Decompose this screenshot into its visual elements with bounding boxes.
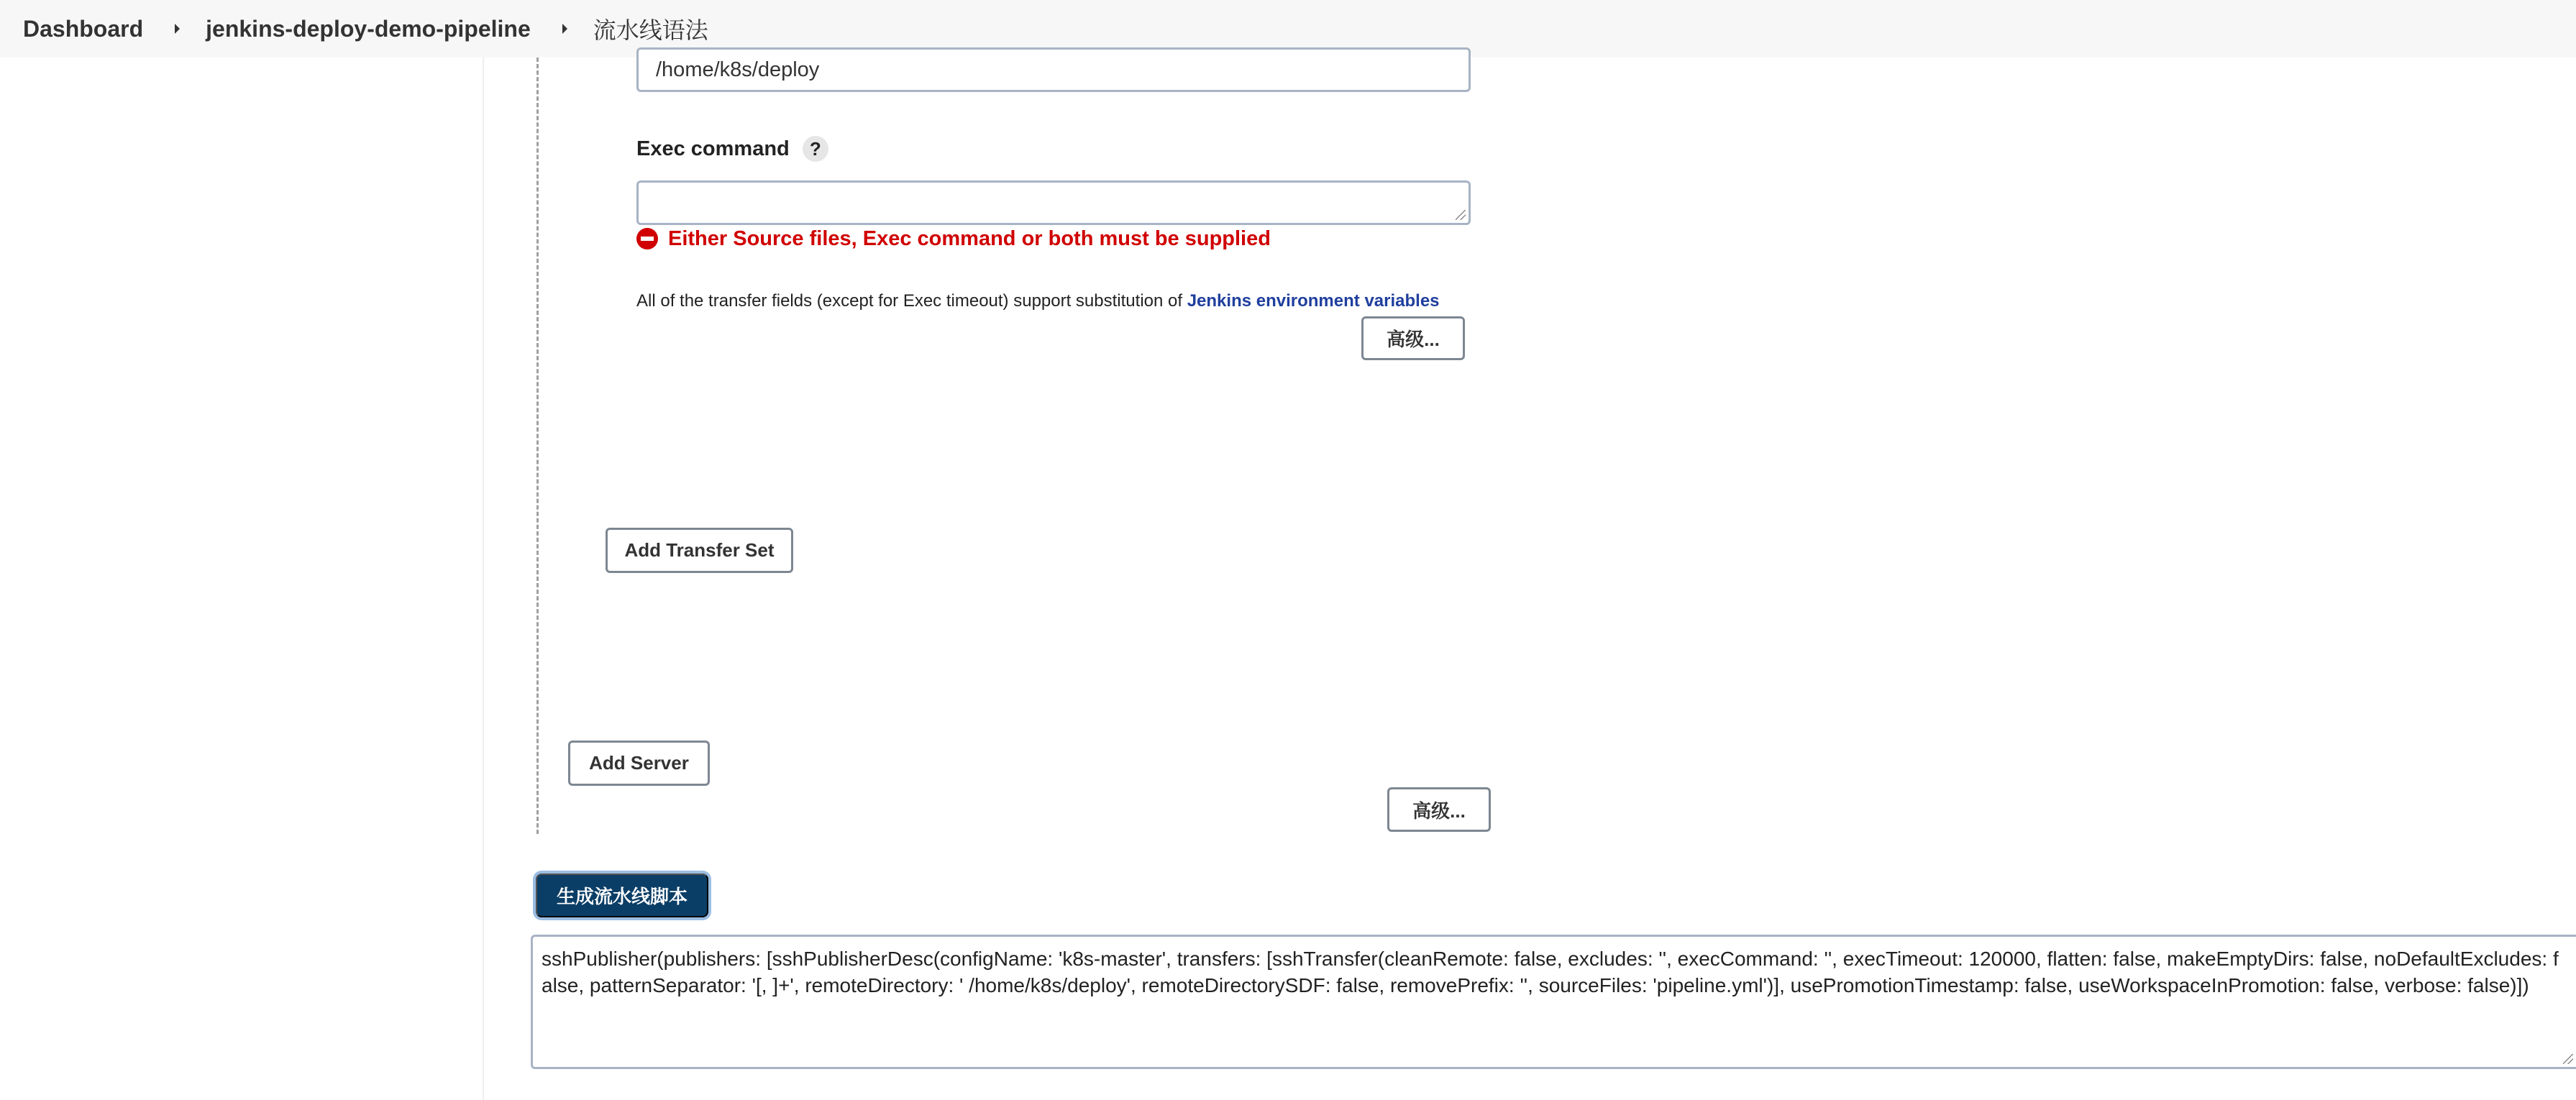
resize-grip-icon[interactable]	[1456, 210, 1466, 220]
env-vars-note-text: All of the transfer fields (except for Exec timeout) support substitution of	[636, 291, 1187, 311]
exec-command-label	[636, 134, 828, 163]
advanced-button-server[interactable]: 高级...	[1387, 787, 1491, 832]
chevron-right-icon[interactable]	[562, 24, 567, 34]
breadcrumb-pipeline-syntax[interactable]: 流水线语法	[593, 17, 708, 43]
breadcrumb-dashboard[interactable]: Dashboard	[23, 15, 144, 42]
exec-command-label-text: Exec command	[636, 137, 790, 160]
exec-command-textarea[interactable]	[636, 180, 1471, 225]
env-vars-note	[636, 291, 1440, 311]
chevron-right-icon[interactable]	[175, 24, 180, 34]
remote-directory-input[interactable]	[636, 47, 1471, 92]
resize-grip-icon[interactable]	[2563, 1054, 2573, 1064]
advanced-button[interactable]: 高级...	[1361, 316, 1465, 360]
error-icon	[636, 228, 658, 249]
validation-error	[636, 224, 1271, 253]
add-transfer-set-button[interactable]: Add Transfer Set	[606, 528, 793, 573]
jenkins-env-vars-link[interactable]: Jenkins environment variables	[1187, 291, 1440, 311]
help-icon[interactable]: ?	[803, 136, 828, 162]
add-server-button[interactable]: Add Server	[568, 741, 710, 786]
generate-pipeline-script-button[interactable]: 生成流水线脚本	[536, 874, 708, 917]
breadcrumb-job[interactable]: jenkins-deploy-demo-pipeline	[206, 15, 531, 42]
error-message: Either Source files, Exec command or both must be supplied	[668, 226, 1271, 250]
generated-script-output[interactable]	[531, 935, 2576, 1069]
section-dashed-border	[536, 58, 539, 834]
generated-script-text: sshPublisher(publishers: [sshPublisherDesc(configName: 'k8s-master', transfers: [sshTransfer(cleanRemote: false, excludes: '', execCommand: '', execTimeout: 120000, flatten: false, makeEmptyDirs: false, noDefaultExcludes: false, patternSeparator: '[, ]+', remoteDirectory: ' /home/k8s/deploy', remoteDirectorySDF: false, removePrefix: '', sourceFiles: 'pipeline.yml')], usePromotionTimestamp: false, useWorkspaceInPromotion: false, verbose: false)])	[542, 948, 2559, 996]
sidebar-divider	[483, 58, 484, 1100]
remote-directory-value: /home/k8s/deploy	[656, 58, 820, 81]
